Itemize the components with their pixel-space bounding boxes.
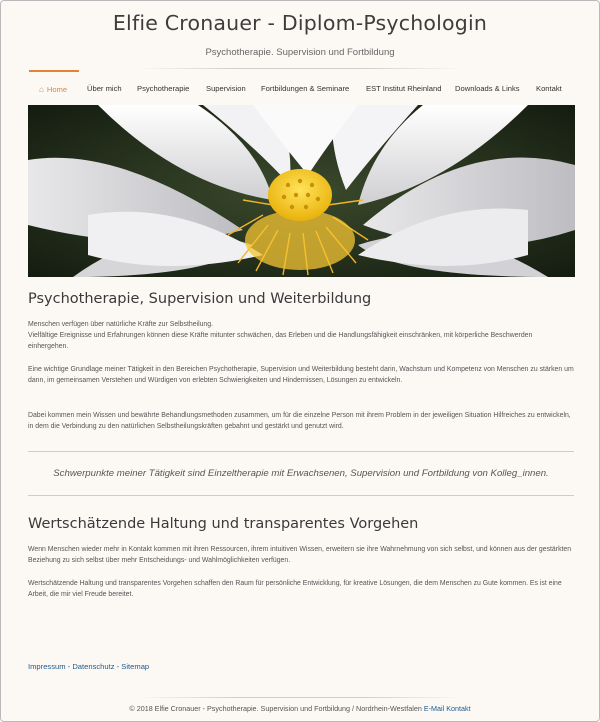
hero-image [28,105,575,277]
lotus-flower-image [28,105,575,277]
site-title: Elfie Cronauer - Diplom-Psychologin [112,11,488,35]
sitemap-link[interactable]: Sitemap [121,662,150,671]
datenschutz-link[interactable]: Datenschutz [72,662,115,671]
home-icon: ⌂ [39,85,44,94]
footer-links [28,662,149,671]
footer-divider [136,697,464,698]
focus-statement: Schwerpunkte meiner Tätigkeit sind Einzeltherapie mit Erwachsenen, Supervision und Fortbildung von Kolleg_innen. [53,468,549,479]
nav-item-ueber-mich[interactable]: Über mich [87,84,122,93]
intro-body: Vielfältige Ereignisse und Erfahrungen können diese Kräfte mitunter schwächen, das Erleben und die Handlungsfähigkeit einschränken, mit körperliche Beschwerden einhergehen. [28,332,533,351]
nav-item-est-institut[interactable]: EST Institut Rheinland [366,84,442,93]
nav-item-fortbildungen[interactable]: Fortbildungen & Seminare [261,84,350,93]
methods-paragraph: Dabei kommen mein Wissen und bewährte Behandlungsmethoden zusammen, um für die einzelne Person mit ihrem Problem in der jeweiligen Situation Hilfreiches zu entwickeln, in dem die Verbindung zu den natürlichen Selbstheilungskräften gebahnt und gestärkt und genutzt wird. [28,412,571,431]
page-title: Psychotherapie, Supervision und Weiterbildung [28,291,372,307]
nav-item-label: Home [46,85,68,94]
nav-item-kontakt[interactable]: Kontakt [536,84,562,93]
header-divider [136,68,464,69]
nav-item-home[interactable] [29,70,79,102]
main-navigation [29,70,575,102]
link-separator: - [65,662,73,671]
intro-line: Menschen verfügen über natürliche Kräfte zur Selbstheilung. [28,321,214,328]
intro-paragraph [28,319,574,353]
email-contact-link[interactable]: E-Mail Kontakt [423,704,471,713]
emphasis-bottom-divider [28,495,574,496]
basis-paragraph: Eine wichtige Grundlage meiner Tätigkeit in den Bereichen Psychotherapie, Supervision und Weiterbildung besteht darin, Wachstum und Kompetenz von Menschen zu stärken um dann, im gemeinsamen Verstehen und Würdigen von erlebten Schwierigkeiten und Hindernissen, Lösungen zu entwickeln. [28,366,574,385]
site-subtitle: Psychotherapie. Supervision und Fortbildung [205,47,395,58]
emphasis-top-divider [28,451,574,452]
impressum-link[interactable]: Impressum [28,662,66,671]
section-heading: Wertschätzende Haltung und transparentes Vorgehen [28,516,419,532]
approach-paragraph: Wertschätzende Haltung und transparentes Vorgehen schaffen den Raum für persönliche Entwicklung, für kreative Lösungen, die dem Menschen zu Gute kommen. Es ist eine Arbeit, die mir viel Freude bereitet. [28,580,562,599]
nav-item-psychotherapie[interactable]: Psychotherapie [137,84,190,93]
link-separator: - [114,662,122,671]
copyright-text: © 2018 Elfie Cronauer - Psychotherapie. Supervision und Fortbildung / Nordrhein-Westfalen [129,704,422,713]
resources-paragraph: Wenn Menschen wieder mehr in Kontakt kommen mit ihren Ressourcen, ihrem intuitiven Wissen, erweitern sie ihre Wahrnehmung von sich selbst, und können aus der gestärkten Beziehung zu sich selbst über mehr Entscheidungs- und Wahlmöglichkeiten verfügen. [28,546,572,565]
copyright-line [1,704,599,713]
nav-item-supervision[interactable]: Supervision [206,84,246,93]
nav-item-downloads[interactable]: Downloads & Links [455,84,520,93]
